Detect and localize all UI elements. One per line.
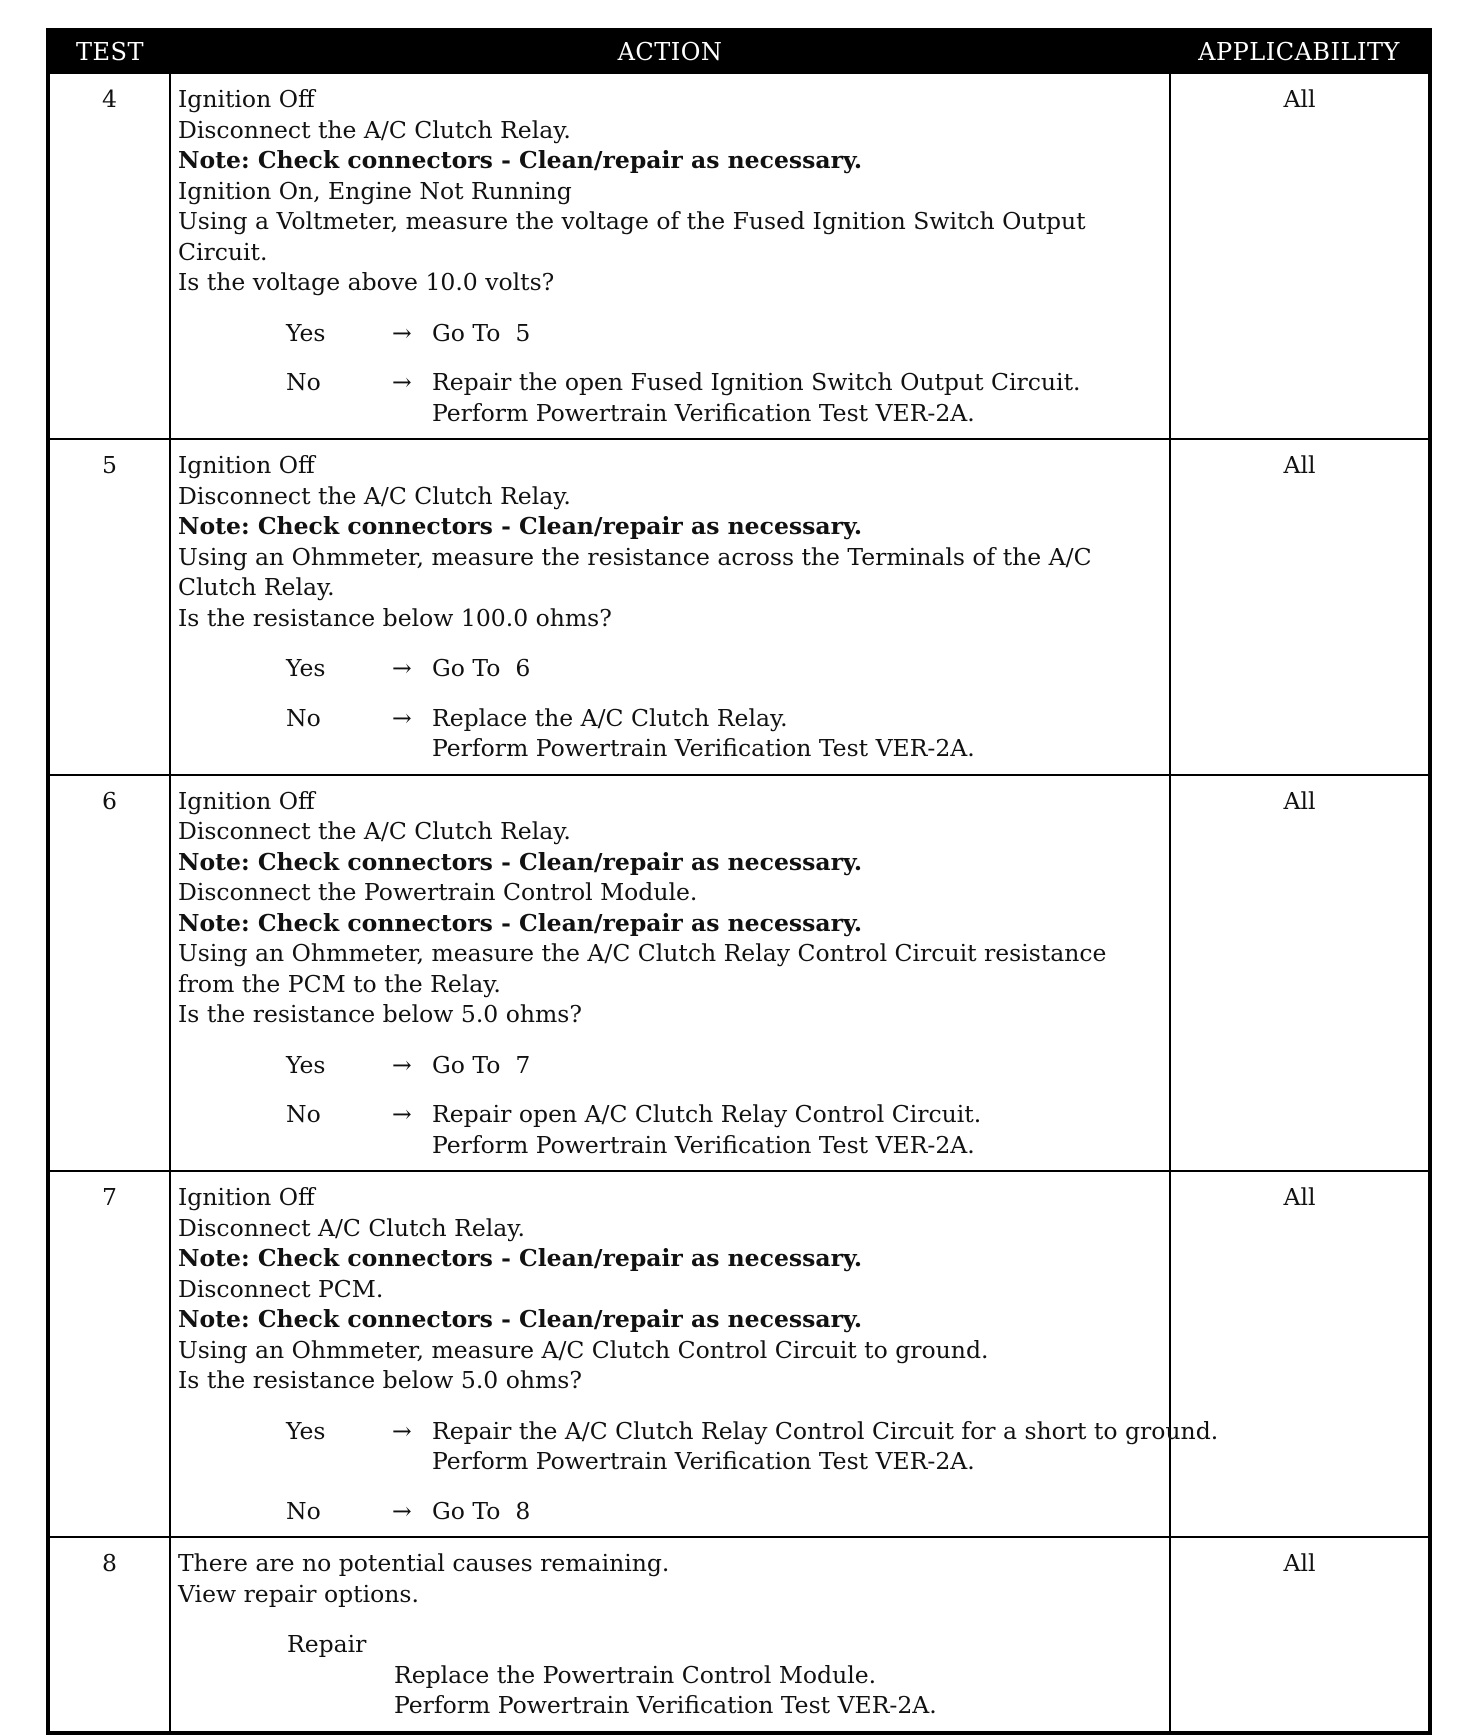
right-arrow-icon: → — [392, 1050, 412, 1079]
right-arrow-icon: → — [392, 1496, 412, 1525]
test-number: 5 — [48, 439, 170, 775]
header-action: ACTION — [170, 30, 1170, 73]
table-header — [48, 30, 1430, 73]
note-line: Note: Check connectors - Clean/repair as necessary. — [178, 146, 863, 174]
action-line: Using an Ohmmeter, measure the A/C Clutch Relay Control Circuit resistance from the PCM to the Relay. — [178, 939, 1107, 998]
outcome-answer: Yes — [286, 1416, 326, 1445]
table-body — [48, 73, 1430, 1733]
action-line: Ignition On, Engine Not Running — [178, 176, 572, 205]
right-arrow-icon: → — [392, 654, 412, 682]
note-line: Note: Check connectors - Clean/repair as necessary. — [178, 1244, 863, 1272]
outcome-answer: No — [286, 1496, 321, 1525]
table-row — [48, 73, 1430, 439]
test-number: 6 — [48, 775, 170, 1172]
action-line: Is the resistance below 5.0 ohms? — [178, 1366, 582, 1394]
result-line: Go To 7 — [432, 1050, 531, 1079]
right-arrow-icon: → — [392, 1416, 412, 1445]
action-line: Is the resistance below 100.0 ohms? — [178, 603, 612, 632]
right-arrow-icon: → — [392, 368, 412, 396]
action-line: Disconnect the A/C Clutch Relay. — [178, 481, 571, 510]
header-applicability: APPLICABILITY — [1170, 30, 1430, 73]
result-line: Perform Powertrain Verification Test VER-2A. — [432, 1447, 975, 1475]
right-arrow-icon: → — [392, 703, 412, 732]
repair-step: Perform Powertrain Verification Test VER-2A. — [394, 1691, 937, 1719]
action-line: Ignition Off — [178, 85, 315, 113]
outcome-no — [286, 1099, 1165, 1160]
action-line: There are no potential causes remaining. — [178, 1549, 670, 1577]
action-line: Disconnect PCM. — [178, 1274, 384, 1303]
outcome-answer: Yes — [286, 654, 326, 682]
right-arrow-icon: → — [392, 318, 412, 347]
action-line: Disconnect the A/C Clutch Relay. — [178, 817, 571, 845]
applicability-value: All — [1170, 1171, 1430, 1537]
outcomes — [178, 1416, 1219, 1527]
outcome-result — [432, 1416, 1218, 1477]
action-cell — [170, 439, 1170, 775]
outcome-no — [286, 1496, 1165, 1527]
diagnostic-test-table — [46, 28, 1432, 1735]
header-test: TEST — [48, 30, 170, 73]
table-row — [48, 1537, 1430, 1733]
note-line: Note: Check connectors - Clean/repair as necessary. — [178, 1305, 863, 1333]
action-line: Using a Voltmeter, measure the voltage of the Fused Ignition Switch Output Circuit. — [178, 207, 1086, 266]
action-line: Is the resistance below 5.0 ohms? — [178, 1000, 582, 1028]
repair-steps — [394, 1660, 1165, 1721]
outcome-answer: No — [286, 703, 321, 732]
action-cell — [170, 1171, 1219, 1537]
result-line: Repair the A/C Clutch Relay Control Circuit for a short to ground. — [432, 1416, 1219, 1445]
outcome-yes — [286, 653, 1165, 684]
table-row — [48, 439, 1430, 775]
outcome-result — [432, 318, 1165, 349]
outcome-result — [432, 703, 1165, 764]
repair-label: Repair — [287, 1630, 367, 1658]
outcome-no — [286, 367, 1165, 428]
action-line: Ignition Off — [178, 451, 315, 479]
action-line: Disconnect A/C Clutch Relay. — [178, 1213, 525, 1242]
outcome-result — [432, 1099, 1165, 1160]
action-line: View repair options. — [178, 1579, 419, 1608]
outcome-yes — [286, 318, 1165, 349]
result-line: Perform Powertrain Verification Test VER-2A. — [432, 1130, 975, 1159]
result-line: Perform Powertrain Verification Test VER-2A. — [432, 398, 975, 427]
result-line: Perform Powertrain Verification Test VER-2A. — [432, 734, 975, 762]
note-line: Note: Check connectors - Clean/repair as necessary. — [178, 908, 863, 937]
action-cell — [170, 1537, 1170, 1733]
outcomes — [178, 653, 1165, 764]
applicability-value: All — [1170, 1537, 1430, 1733]
action-line: Ignition Off — [178, 1183, 315, 1211]
note-line: Note: Check connectors - Clean/repair as necessary. — [178, 512, 863, 540]
result-line: Repair open A/C Clutch Relay Control Circuit. — [432, 1100, 982, 1128]
result-line: Go To 6 — [432, 654, 531, 682]
table-row — [48, 775, 1430, 1172]
applicability-value: All — [1170, 439, 1430, 775]
test-number: 8 — [48, 1537, 170, 1733]
action-line: Disconnect the Powertrain Control Module. — [178, 878, 698, 906]
outcome-no — [286, 703, 1165, 764]
action-cell — [170, 775, 1170, 1172]
repair-step: Replace the Powertrain Control Module. — [394, 1660, 877, 1689]
result-line: Go To 5 — [432, 318, 531, 347]
result-line: Replace the A/C Clutch Relay. — [432, 703, 788, 732]
outcome-answer: No — [286, 368, 321, 396]
right-arrow-icon: → — [392, 1100, 412, 1128]
outcome-answer: Yes — [286, 318, 326, 347]
note-line: Note: Check connectors - Clean/repair as necessary. — [178, 847, 863, 876]
applicability-value: All — [1170, 775, 1430, 1172]
outcome-result — [432, 1496, 1165, 1527]
table-row — [48, 1171, 1430, 1537]
action-line: Using an Ohmmeter, measure the resistance across the Terminals of the A/C Clutch Relay. — [178, 542, 1092, 601]
test-number: 7 — [48, 1171, 170, 1537]
outcome-result — [432, 1050, 1165, 1081]
outcome-answer: No — [286, 1100, 321, 1128]
outcomes — [178, 1050, 1165, 1161]
applicability-value: All — [1170, 73, 1430, 439]
action-line: Using an Ohmmeter, measure A/C Clutch Control Circuit to ground. — [178, 1335, 989, 1364]
outcome-result — [432, 367, 1165, 428]
result-line: Repair the open Fused Ignition Switch Output Circuit. — [432, 368, 1081, 396]
outcome-answer: Yes — [286, 1050, 326, 1079]
outcomes — [178, 318, 1165, 429]
diagnostic-page — [46, 28, 1428, 1735]
action-line: Disconnect the A/C Clutch Relay. — [178, 115, 571, 144]
result-line: Go To 8 — [432, 1496, 531, 1525]
test-number: 4 — [48, 73, 170, 439]
outcome-yes — [286, 1050, 1165, 1081]
action-cell — [170, 73, 1170, 439]
action-line: Is the voltage above 10.0 volts? — [178, 268, 555, 296]
outcome-yes — [286, 1416, 1219, 1477]
outcome-result — [432, 653, 1165, 684]
action-line: Ignition Off — [178, 786, 315, 815]
